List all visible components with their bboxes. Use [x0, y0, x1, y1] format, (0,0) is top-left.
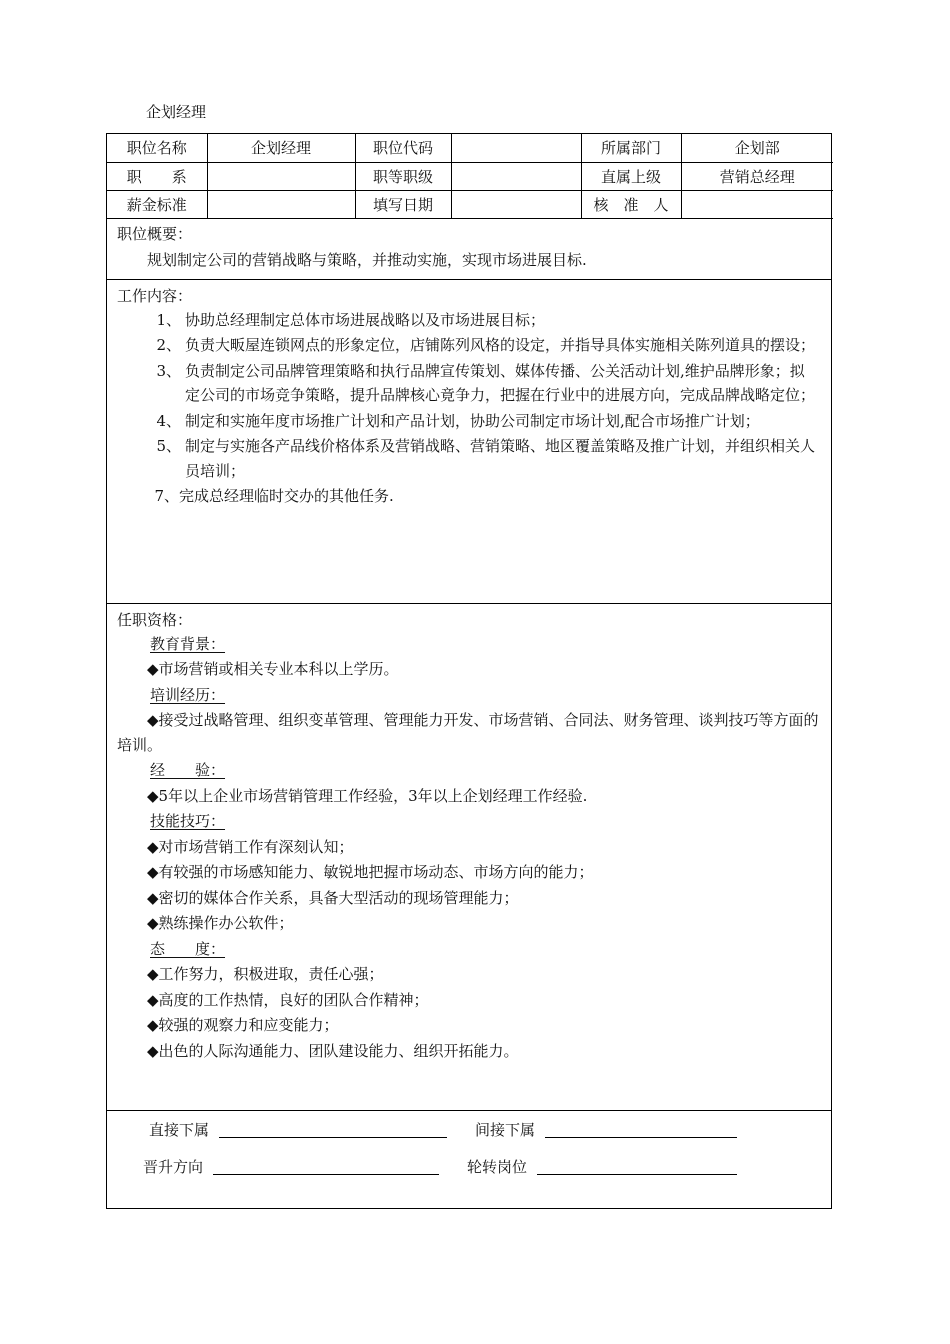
- skill-item: ◆有较强的市场感知能力、敏锐地把握市场动态、市场方向的能力；: [147, 863, 594, 881]
- summary-text: 规划制定公司的营销战略与策略，并推动实施，实现市场进展目标.: [147, 250, 587, 269]
- promotion-label: 晋升方向: [143, 1157, 204, 1176]
- value-position-code[interactable]: [451, 134, 581, 162]
- label-fill-date: 填写日期: [355, 190, 451, 218]
- qualifications-heading: 任职资格：: [117, 610, 193, 629]
- experience-label: 经 验：: [150, 761, 226, 779]
- skills-label: 技能技巧：: [150, 812, 226, 830]
- training-label: 培训经历：: [150, 685, 226, 704]
- list-item: 3、 负责制定公司品牌管理策略和执行品牌宣传策划、媒体传播、公关活动计划,维护品牌形象；拟定公司的市场竞争策略，提升品牌核心竟争力，把握在行业中的进展方向，完成品牌战略定位；: [156, 361, 816, 404]
- value-fill-date[interactable]: [451, 190, 581, 218]
- table-row: [107, 190, 833, 218]
- attitude-item: ◆工作努力，积极进取，责任心强；: [147, 965, 384, 983]
- label-job-family: 职 系: [107, 162, 207, 190]
- value-department[interactable]: 企划部: [681, 134, 833, 162]
- list-item: 7、 完成总经理临时交办的其他任务.: [154, 487, 394, 505]
- indirect-subordinate-field[interactable]: [545, 1119, 737, 1138]
- value-position-name[interactable]: 企划经理: [207, 134, 355, 162]
- duties-section: [107, 280, 831, 604]
- document-title: 企划经理: [146, 103, 207, 121]
- skill-item: ◆对市场营销工作有深刻认知；: [147, 837, 354, 856]
- value-approver[interactable]: [681, 190, 833, 218]
- footer-section: [107, 1111, 831, 1207]
- direct-subordinate-label: 直接下属: [149, 1120, 210, 1139]
- attitude-item: ◆出色的人际沟通能力、团队建设能力、组织开拓能力。: [147, 1041, 519, 1060]
- summary-section: [107, 219, 831, 280]
- table-row: [107, 162, 833, 190]
- training-item: ◆接受过战略管理、组织变革管理、管理能力开发、市场营销、合同法、财务管理、谈判技巧等方面的培训。: [117, 711, 819, 754]
- list-item: 5、 制定与实施各产品线价格体系及营销战略、营销策略、地区覆盖策略及推广计划，并组织相关人员培训；: [156, 437, 816, 480]
- label-grade-level: 职等职级: [355, 162, 451, 190]
- label-department: 所属部门: [581, 134, 681, 162]
- label-direct-superior: 直属上级: [581, 162, 681, 190]
- attitude-label: 态 度：: [150, 939, 226, 958]
- qualifications-section: [107, 604, 831, 1111]
- value-grade-level[interactable]: [451, 162, 581, 190]
- education-item: ◆市场营销或相关专业本科以上学历。: [147, 660, 399, 678]
- rotation-label: 轮转岗位: [467, 1157, 528, 1176]
- label-position-name: 职位名称: [107, 134, 207, 162]
- promotion-field[interactable]: [213, 1156, 439, 1175]
- attitude-item: ◆较强的观察力和应变能力；: [147, 1016, 339, 1034]
- value-job-family[interactable]: [207, 162, 355, 190]
- education-label: 教育背景：: [150, 634, 226, 653]
- label-salary-standard: 薪金标准: [107, 190, 207, 218]
- skill-item: ◆熟练操作办公软件；: [147, 914, 294, 932]
- label-position-code: 职位代码: [355, 134, 451, 162]
- list-item: 1、 协助总经理制定总体市场进展战略以及市场进展目标；: [156, 310, 546, 329]
- value-direct-superior[interactable]: 营销总经理: [681, 162, 833, 190]
- indirect-subordinate-label: 间接下属: [475, 1120, 536, 1139]
- direct-subordinate-field[interactable]: [219, 1119, 447, 1138]
- value-salary-standard[interactable]: [207, 190, 355, 218]
- experience-item: ◆5年以上企业市场营销管理工作经验，3年以上企划经理工作经验.: [147, 786, 588, 805]
- summary-heading: 职位概要：: [117, 224, 193, 243]
- job-description-form: [106, 133, 832, 1209]
- position-info-table: [107, 134, 833, 219]
- attitude-item: ◆高度的工作热情，良好的团队合作精神；: [147, 990, 429, 1009]
- skill-item: ◆密切的媒体合作关系，具备大型活动的现场管理能力；: [147, 888, 519, 907]
- rotation-field[interactable]: [537, 1156, 737, 1175]
- list-item: 2、 负责大畈屋连锁网点的形象定位，店铺陈列风格的设定，并指导具体实施相关陈列道具的摆设；: [156, 336, 816, 354]
- label-approver: 核 准 人: [581, 190, 681, 218]
- table-row: [107, 134, 833, 162]
- duties-heading: 工作内容：: [117, 286, 193, 305]
- list-item: 4、 制定和实施年度市场推广计划和产品计划，协助公司制定市场计划,配合市场推广计划；: [156, 411, 760, 430]
